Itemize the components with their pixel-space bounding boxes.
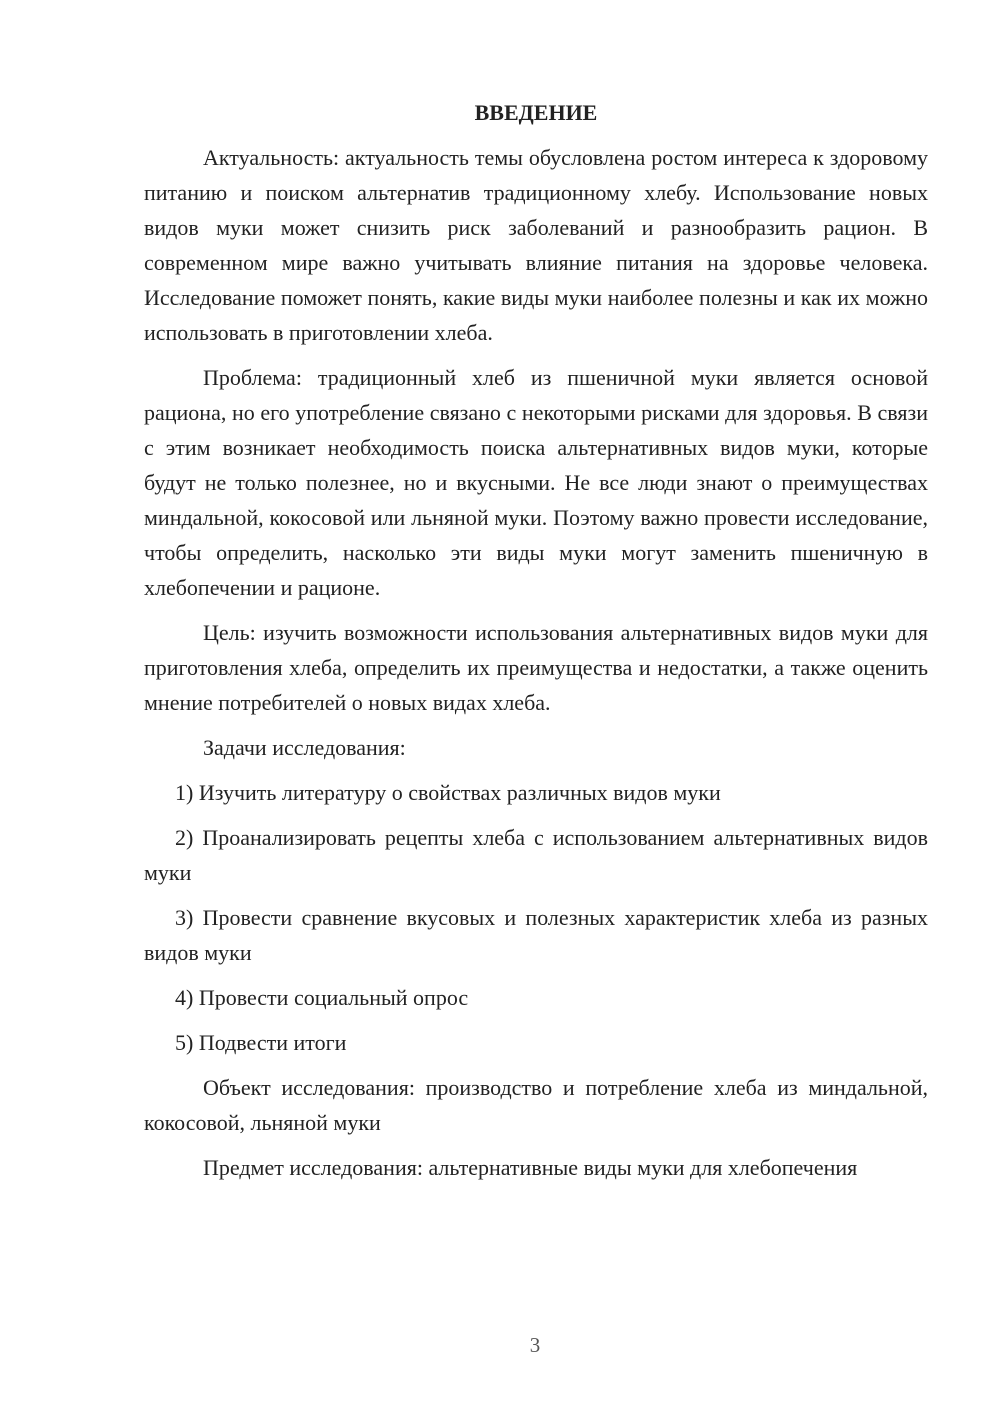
page-number: 3 (529, 1333, 541, 1357)
section-title: ВВЕДЕНИЕ (474, 100, 598, 125)
document-page (144, 95, 928, 1195)
paragraph-relevance: Актуальность: актуальность темы обусловлена ростом интереса к здоровому питанию и поиском альтернатив традиционному хлебу. Использование новых видов муки может снизить риск заболеваний и разнообразить рацион. В современном мире важно учитывать влияние питания на здоровье человека. Исследование поможет понять, какие виды муки наиболее полезны и как их можно использовать в приготовлении хлеба. (144, 145, 928, 345)
task-item-2: 2) Проанализировать рецепты хлеба с использованием альтернативных видов муки (144, 825, 928, 885)
task-item-5: 5) Подвести итоги (175, 1030, 347, 1055)
paragraph-problem: Проблема: традиционный хлеб из пшеничной муки является основой рациона, но его употребление связано с некоторыми рисками для здоровья. В связи с этим возникает необходимость поиска альтернативных видов муки, которые будут не только полезнее, но и вкусными. Не все люди знают о преимуществах миндальной, кокосовой или льняной муки. Поэтому важно провести исследование, чтобы определить, насколько эти виды муки могут заменить пшеничную в хлебопечении и рационе. (144, 365, 928, 600)
tasks-heading: Задачи исследования: (203, 735, 406, 760)
paragraph-object: Объект исследования: производство и потребление хлеба из миндальной, кокосовой, льняной муки (144, 1075, 928, 1135)
paragraph-goal: Цель: изучить возможности использования альтернативных видов муки для приготовления хлеба, определить их преимущества и недостатки, а также оценить мнение потребителей о новых видах хлеба. (144, 620, 928, 715)
task-item-1: 1) Изучить литературу о свойствах различных видов муки (175, 780, 721, 805)
task-item-3: 3) Провести сравнение вкусовых и полезных характеристик хлеба из разных видов муки (144, 905, 928, 965)
paragraph-subject: Предмет исследования: альтернативные виды муки для хлебопечения (203, 1155, 858, 1180)
task-item-4: 4) Провести социальный опрос (175, 985, 469, 1010)
